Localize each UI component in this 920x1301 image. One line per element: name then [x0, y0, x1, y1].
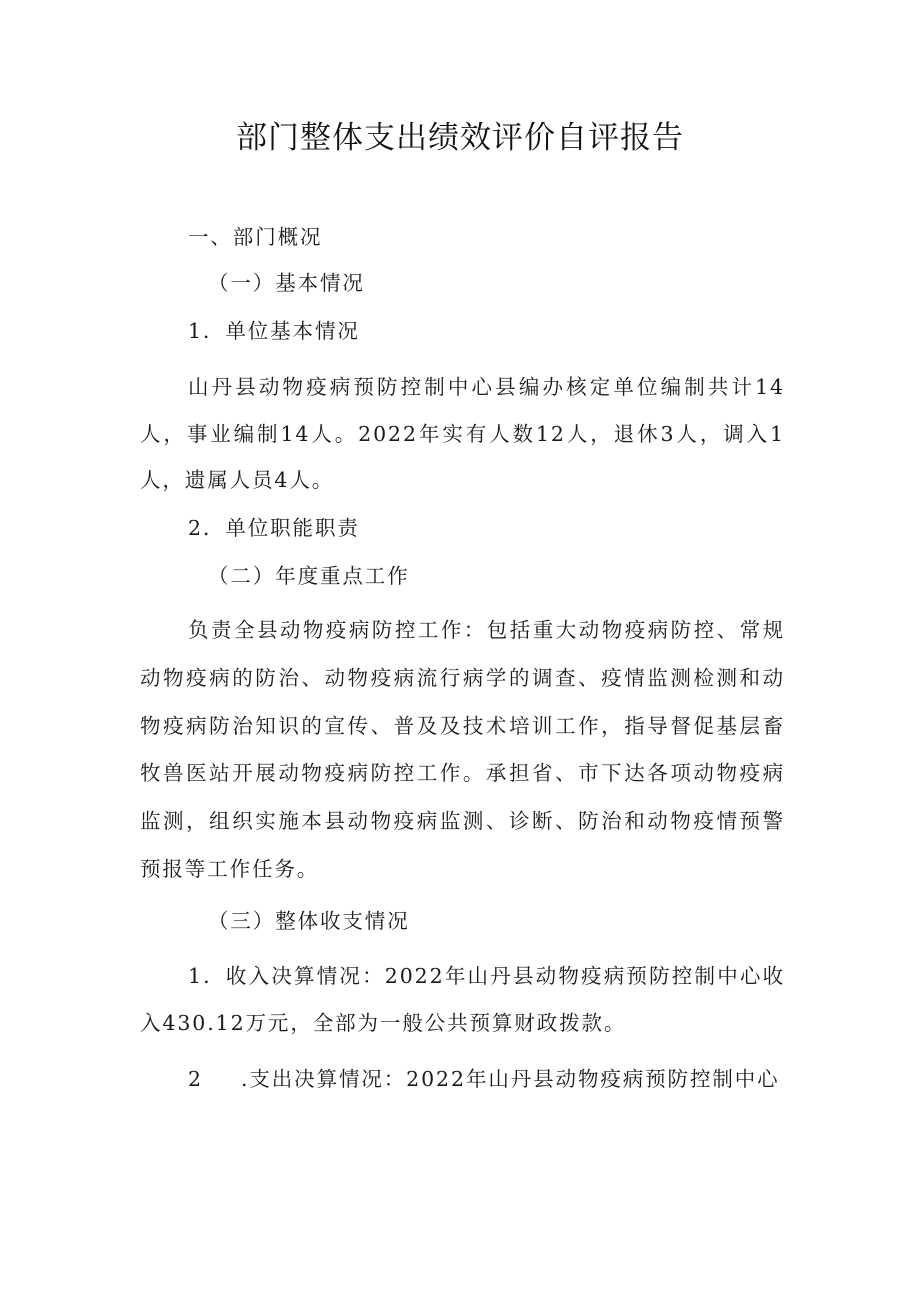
section-heading-overview: 一、部门概况 — [188, 225, 323, 249]
expense-item-text: .支出决算情况：2022年山丹县动物疫病预防控制中心 — [240, 1067, 780, 1091]
paragraph-key-work: 负责全县动物疫病防控工作：包括重大动物疫病防控、常规动物疫病的防治、动物疫病流行病学的调查、疫情监测检测和动物疫病防治知识的宣传、普及及技术培训工作，指导督促基层畜牧兽医站开展动物疫病防控工作。承担省、市下达各项动物疫病监测，组织实施本县动物疫病监测、诊断、防治和动物疫情预警预报等工作任务。 — [140, 618, 785, 881]
subsection-heading-key-work: （二）年度重点工作 — [208, 564, 410, 588]
expense-item-number: 2 — [188, 1067, 203, 1091]
item-heading-unit-duties: 2．单位职能职责 — [188, 516, 360, 540]
paragraph-unit-basic: 山丹县动物疫病预防控制中心县编办核定单位编制共计14人，事业编制14人。2022年实有人数12人，退休3人，调入1人，遗属人员4人。 — [140, 375, 785, 492]
document-title: 部门整体支出绩效评价自评报告 — [236, 120, 684, 156]
subsection-heading-income-expense: （三）整体收支情况 — [208, 909, 410, 933]
paragraph-expense — [140, 1056, 785, 1103]
item-heading-unit-basic: 1．单位基本情况 — [188, 319, 360, 343]
subsection-heading-basic: （一）基本情况 — [208, 271, 365, 295]
paragraph-income: 1．收入决算情况：2022年山丹县动物疫病预防控制中心收入430.12万元，全部为一般公共预算财政拨款。 — [140, 964, 785, 1035]
